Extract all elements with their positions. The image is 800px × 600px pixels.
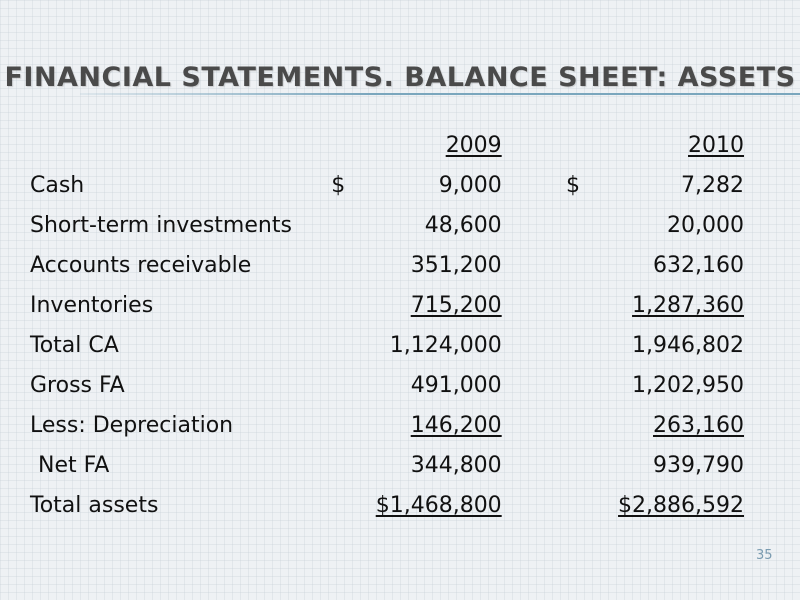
table-row — [22, 486, 752, 526]
row-label: Net FA — [38, 453, 110, 478]
currency-symbol: $ — [566, 173, 580, 198]
table-row — [22, 406, 752, 446]
value-2010: 632,160 — [653, 253, 744, 278]
value-2009: 48,600 — [424, 213, 502, 238]
header-year-2010: 2010 — [688, 133, 744, 158]
currency-symbol: $ — [331, 173, 346, 198]
header-spacer — [22, 126, 329, 166]
row-label: Accounts receivable — [30, 253, 252, 278]
title-divider — [80, 93, 800, 95]
value-2010: 1,202,950 — [632, 373, 744, 398]
value-2009: 715,200 — [410, 293, 502, 318]
table-row — [22, 246, 752, 286]
value-2009: 146,200 — [410, 413, 502, 438]
table-row — [22, 286, 752, 326]
balance-sheet-table — [22, 126, 752, 526]
row-label: Total CA — [30, 333, 119, 358]
table-row — [22, 206, 752, 246]
value-2010: 20,000 — [667, 213, 744, 238]
value-2010: $2,886,592 — [618, 493, 744, 518]
page-number: 35 — [756, 548, 773, 563]
value-2009: $1,468,800 — [375, 493, 502, 518]
value-2009: 9,000 — [438, 173, 502, 198]
row-label: Short-term investments — [30, 213, 292, 238]
table-row — [22, 326, 752, 366]
table-row — [22, 166, 752, 206]
value-2009: 491,000 — [410, 373, 502, 398]
row-label: Less: Depreciation — [30, 413, 234, 438]
value-2009: 344,800 — [410, 453, 502, 478]
header-year-2009: 2009 — [445, 133, 502, 158]
value-2010: 1,946,802 — [632, 333, 744, 358]
table-row — [22, 366, 752, 406]
value-2010: 263,160 — [653, 413, 744, 438]
slide-title: FINANCIAL STATEMENTS. BALANCE SHEET: ASSETS — [4, 62, 796, 93]
row-label: Gross FA — [30, 373, 125, 398]
table-row — [22, 446, 752, 486]
table-header-row — [22, 126, 752, 166]
value-2010: 7,282 — [681, 173, 744, 198]
row-label: Cash — [30, 173, 85, 198]
row-label: Inventories — [30, 293, 154, 318]
value-2010: 1,287,360 — [632, 293, 744, 318]
value-2009: 1,124,000 — [389, 333, 502, 358]
row-label: Total assets — [30, 493, 159, 518]
value-2009: 351,200 — [410, 253, 502, 278]
value-2010: 939,790 — [653, 453, 744, 478]
